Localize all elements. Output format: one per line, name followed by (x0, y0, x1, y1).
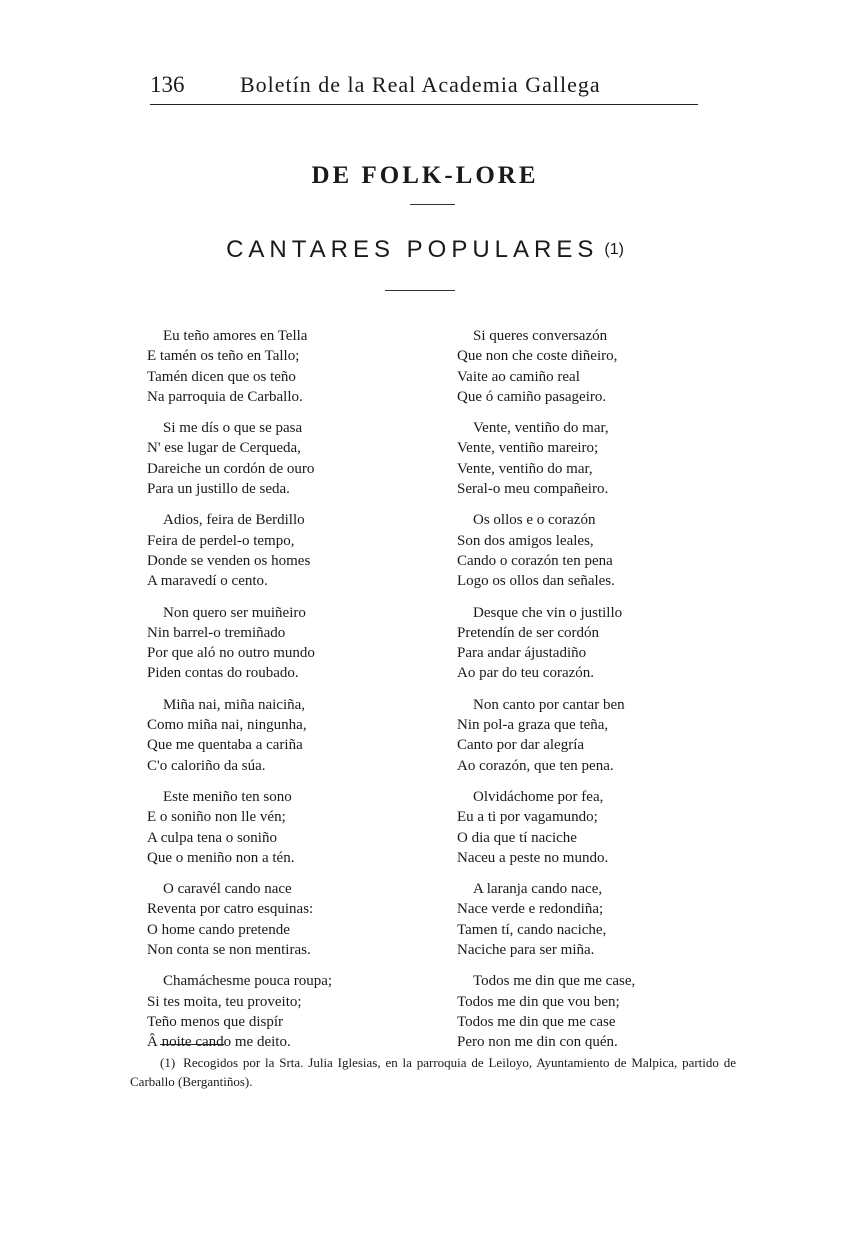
verse-line: Canto por dar alegría (457, 737, 585, 754)
verse-line: Eu teño amores en Tella (163, 328, 308, 344)
verse-line: E tamén os teño en Tallo; (147, 348, 300, 365)
verse-line: Naceu a peste no mundo. (457, 849, 609, 866)
verse-line: Todos me din que me case (457, 1013, 616, 1030)
stanza (147, 787, 437, 868)
stanza (147, 418, 437, 499)
verse-line: Que o meniño non a tén. (147, 849, 295, 866)
footnote-mark: (1) (160, 1055, 176, 1070)
stanza (457, 787, 747, 868)
verse-line: Piden contas do roubado. (147, 665, 299, 682)
verse-line: A culpa tena o soniño (147, 829, 277, 846)
verse-line: C'o caloriño da súa. (147, 757, 266, 774)
verse-line: Pretendín de ser cordón (457, 624, 600, 641)
verse-line: Vente, ventiño mareiro; (457, 440, 599, 457)
verse-line: Dareiche un cordón de ouro (147, 460, 315, 477)
stanza (147, 326, 437, 407)
stanza (147, 695, 437, 776)
verse-line: Naciche para ser miña. (457, 942, 595, 959)
stanza (457, 418, 747, 499)
verse-line: Teño menos que dispír (147, 1013, 284, 1030)
verse-line: Todos me din que vou ben; (457, 993, 620, 1010)
verse-line: Si queres conversazón (473, 328, 608, 344)
subtitle (0, 236, 850, 264)
footnote-text: Recogidos por la Srta. Julia Iglesias, en la parroquia de Leiloyo, Ayuntamiento de Malpica, partido de Carballo (Bergantiños). (130, 1055, 736, 1089)
stanza (457, 326, 747, 407)
verse-line: Os ollos e o corazón (473, 512, 596, 529)
verse-line: Seral-o meu compañeiro. (457, 481, 609, 498)
verse-line: Vente, ventiño do mar, (473, 420, 609, 437)
verse-line: Na parroquia de Carballo. (147, 388, 303, 405)
stanza (147, 510, 437, 591)
verse-line: Non canto por cantar ben (473, 696, 625, 713)
stanza (457, 695, 747, 776)
verse-line: Â noite cando me deito. (147, 1034, 291, 1051)
header-rule (150, 104, 698, 105)
verse-line: Olvidáchome por fea, (473, 788, 604, 805)
stanza (457, 971, 747, 1052)
verse-line: Nin pol-a graza que teña, (457, 717, 609, 734)
journal-title: Boletín de la Real Academia Gallega (240, 72, 601, 97)
verse-line: Reventa por catro esquinas: (147, 901, 314, 918)
verse-line: Ao corazón, que ten pena. (457, 757, 614, 774)
subtitle-text: CANTARES POPULARES (226, 236, 599, 263)
section-title: DE FOLK-LORE (311, 162, 539, 189)
poem-column-left (147, 326, 437, 1064)
verse-line: A maravedí o cento. (147, 573, 268, 590)
verse-line: Ao par do teu corazón. (457, 665, 595, 682)
footnote-reference: (1) (604, 241, 624, 258)
verse-line: Que ó camiño pasageiro. (457, 388, 607, 405)
verse-line: E o soniño non lle vén; (147, 809, 286, 826)
verse-line: Todos me din que me case, (473, 973, 636, 990)
title-divider (410, 204, 455, 205)
verse-line: Si me dís o que se pasa (163, 420, 303, 437)
verse-line: N' ese lugar de Cerqueda, (147, 440, 301, 457)
stanza (457, 510, 747, 591)
verse-line: O home cando pretende (147, 921, 290, 938)
verse-line: Vente, ventiño do mar, (457, 460, 593, 477)
verse-line: Non quero ser muiñeiro (163, 604, 306, 621)
stanza (147, 879, 437, 960)
stanza (457, 603, 747, 684)
verse-line: Que non che coste diñeiro, (457, 348, 618, 365)
verse-line: Cando o corazón ten pena (457, 552, 613, 569)
verse-line: Este meniño ten sono (163, 788, 292, 805)
verse-line: Logo os ollos dan señales. (457, 573, 615, 590)
verse-line: Son dos amigos leales, (457, 532, 594, 549)
verse-line: Nin barrel-o tremiñado (147, 624, 286, 641)
verse-line: Que me quentaba a cariña (147, 737, 303, 754)
verse-line: Feira de perdel-o tempo, (147, 532, 295, 549)
verse-line: Adios, feira de Berdillo (163, 512, 305, 529)
page-number: 136 (150, 72, 185, 97)
subtitle-divider (385, 290, 455, 291)
stanza (147, 971, 437, 1052)
verse-line: Si tes moita, teu proveito; (147, 993, 302, 1010)
verse-line: Por que aló no outro mundo (147, 645, 315, 662)
running-header (150, 72, 700, 104)
footnote-rule (160, 1044, 224, 1045)
verse-line: Tamén dicen que os teño (147, 368, 296, 385)
verse-line: Nace verde e redondiña; (457, 901, 604, 918)
stanza (147, 603, 437, 684)
verse-line: O caravél cando nace (163, 881, 292, 898)
verse-line: Eu a ti por vagamundo; (457, 809, 598, 826)
verse-line: Chamáchesme pouca roupa; (163, 973, 333, 990)
poem-column-right (457, 326, 747, 1064)
verse-line: Non conta se non mentiras. (147, 942, 311, 959)
stanza (457, 879, 747, 960)
verse-line: Como miña nai, ningunha, (147, 717, 307, 734)
verse-line: Para andar ájustadiño (457, 645, 587, 662)
verse-line: Donde se venden os homes (147, 552, 311, 569)
footnote (130, 1053, 736, 1091)
verse-line: A laranja cando nace, (473, 881, 603, 898)
verse-line: O dia que tí naciche (457, 829, 577, 846)
verse-line: Miña nai, miña naiciña, (163, 696, 306, 713)
verse-line: Desque che vin o justillo (473, 604, 623, 621)
verse-line: Tamen tí, cando naciche, (457, 921, 607, 938)
verse-line: Para un justillo de seda. (147, 481, 290, 498)
verse-line: Pero non me din con quén. (457, 1034, 618, 1051)
verse-line: Vaite ao camiño real (457, 368, 580, 385)
